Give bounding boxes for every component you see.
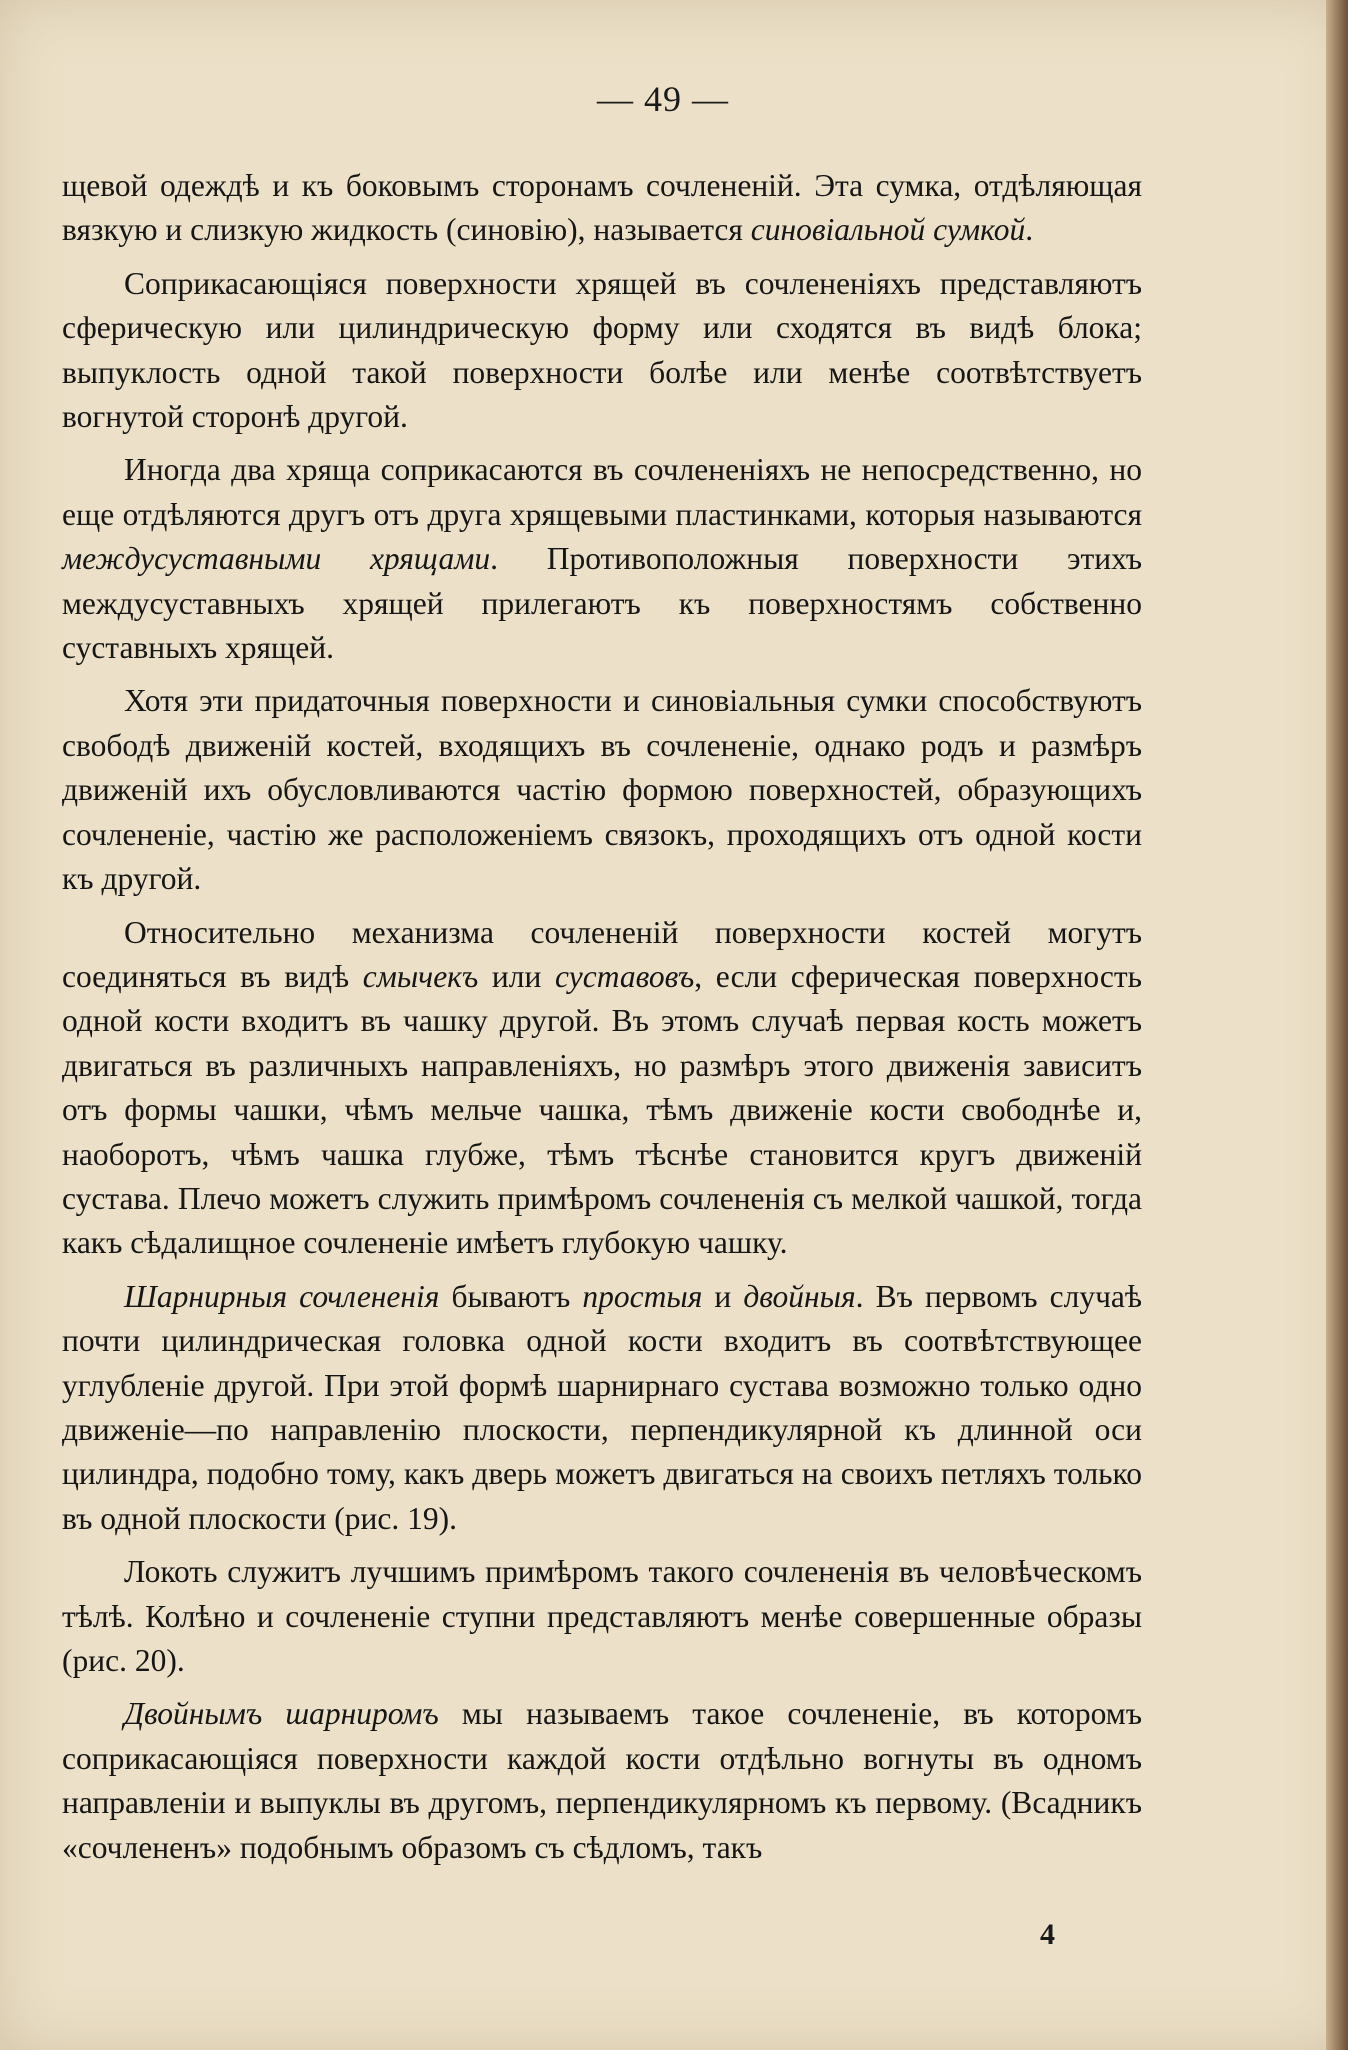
text-run: . Въ первомъ случаѣ почти цилиндрическая головка одной кости входитъ въ соотвѣтствующее углубленіе другой. При этой формѣ шарнирнаго сустава возможно только одно движеніе—по направленію плоскости, перпендикулярной къ длинной оси цилиндра, подобно тому, какъ дверь можетъ двигаться на своихъ петляхъ только въ одной плоскости (рис. 19). [62,1278,1143,1536]
paragraph [62,1692,1142,1870]
paragraph [62,911,1142,1266]
italic-term: синовіальной сумкой [750,212,1026,248]
body-text [62,164,1142,1879]
text-run: Относительно механизма сочлененій поверхности костей могутъ соединяться въ видѣ [62,914,1142,994]
paragraph [62,262,1142,440]
italic-term: суставовъ [555,958,695,994]
text-run: щевой одеждѣ и къ боковымъ сторонамъ сочлененій. Эта сумка, отдѣляющая вязкую и слизкую жидкость (синовію), называется [62,168,1142,248]
italic-term: двойныя [743,1278,856,1314]
book-spine-edge [1326,0,1348,2050]
text-run: или [478,958,556,994]
text-run: бываютъ [439,1278,583,1314]
paragraph [62,448,1142,670]
italic-term: простыя [582,1278,703,1314]
paragraph [62,1550,1142,1683]
text-run: , если сферическая поверхность одной кости входитъ въ чашку другой. Въ этомъ случаѣ первая кость можетъ двигаться въ различныхъ направленіяхъ, но размѣръ этого движенія зависитъ отъ формы чашки, чѣмъ мельче чашка, тѣмъ движеніе кости свободнѣе и, наоборотъ, чѣмъ чашка глубже, тѣмъ тѣснѣе становится кругъ движеній сустава. Плечо можетъ служить примѣромъ сочлененія съ мелкой чашкой, тогда какъ сѣдалищное сочлененіе имѣетъ глубокую чашку. [62,958,1142,1261]
italic-term: междусуставными хрящами [62,541,491,577]
text-run: . [1025,212,1034,248]
signature-mark: 4 [1040,1918,1055,1951]
italic-term: смычекъ [362,958,479,994]
italic-term: Шарнирныя сочлененія [124,1278,440,1314]
paragraph [62,164,1142,253]
page-number: — 49 — [597,79,729,119]
text-run: мы называемъ такое сочлененіе, въ которомъ соприкасающіяся поверхности каждой кости отдѣльно вогнуты въ одномъ направленіи и выпуклы въ другомъ, перпендикулярномъ къ первому. (Всадникъ «сочлененъ» подобнымъ образомъ съ сѣдломъ, такъ [62,1696,1142,1865]
text-run: Локоть служитъ лучшимъ примѣромъ такого сочлененія въ человѣческомъ тѣлѣ. Колѣно и сочлененіе ступни представляютъ менѣе совершенные образы (рис. 20). [62,1554,1142,1678]
text-run: Иногда два хряща соприкасаются въ сочлененіяхъ не непосредственно, но еще отдѣляются другъ отъ друга хрящевыми пластинками, которыя называются [62,452,1142,532]
italic-term: Двойнымъ шарниромъ [124,1696,439,1732]
text-run: Хотя эти придаточныя поверхности и синовіальныя сумки способствуютъ свободѣ движеній костей, входящихъ въ сочлененіе, однако родъ и размѣръ движеній ихъ обусловливаются частію формою поверхностей, образующихъ сочлененіе, частію же расположеніемъ связокъ, проходящихъ отъ одной кости къ другой. [62,683,1142,897]
text-run: Соприкасающіяся поверхности хрящей въ сочлененіяхъ представляютъ сферическую или цилиндрическую форму или сходятся въ видѣ блока; выпуклость одной такой поверхности болѣе или менѣе соотвѣтствуетъ вогнутой сторонѣ другой. [62,265,1142,435]
text-run: . Противоположныя поверхности этихъ междусуставныхъ хрящей прилегаютъ къ поверхностямъ собственно суставныхъ хрящей. [62,541,1142,666]
text-run: и [702,1278,744,1314]
paragraph [62,1275,1142,1541]
paragraph [62,679,1142,901]
